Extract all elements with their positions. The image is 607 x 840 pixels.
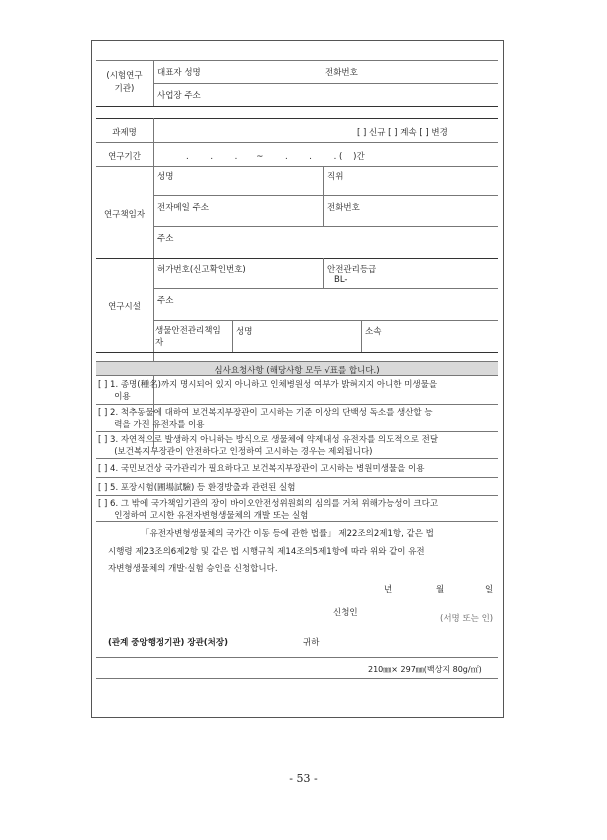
bio-manager-label: 생물안전관리책임 자 xyxy=(155,326,221,348)
facility-address-field[interactable]: 주소 xyxy=(157,296,174,306)
researcher-label: 연구책임자 xyxy=(103,210,146,220)
divider xyxy=(153,226,498,227)
project-type-options[interactable]: [ ] 신규 [ ] 계속 [ ] 변경 xyxy=(357,128,448,138)
divider xyxy=(153,195,498,196)
safety-grade-label: 안전관리등급 xyxy=(327,265,377,275)
signature-field[interactable]: (서명 또는 인) xyxy=(440,614,494,624)
recipient-suffix: 귀하 xyxy=(303,638,320,648)
researcher-phone-field[interactable]: 전화번호 xyxy=(327,203,360,213)
researcher-email-field[interactable]: 전자메일 주소 xyxy=(157,203,209,213)
divider xyxy=(96,657,498,658)
org-phone-field[interactable]: 전화번호 xyxy=(325,68,358,78)
period-label: 연구기간 xyxy=(108,152,141,162)
divider xyxy=(96,258,498,259)
divider xyxy=(96,118,498,119)
review-item-1[interactable]: [ ] 1. 종명(種名)까지 명시되어 있지 아니하고 인체병원성 여부가 밝혀지지 아니한 미생물을 이용 xyxy=(98,380,438,402)
statement-line-2: 시행령 제23조의6제2항 및 같은 법 시행규칙 제14조의5제1항에 따라 위와 같이 유전 xyxy=(108,547,425,557)
review-item-4[interactable]: [ ] 4. 국민보건상 국가관리가 필요하다고 보건복지부장관이 고시하는 병원미생물을 이용 xyxy=(98,464,425,474)
rep-name-field[interactable]: 대표자 성명 xyxy=(157,68,201,78)
divider xyxy=(96,477,498,478)
statement-line-3: 자변형생물체의 개발·실험 승인을 신청합니다. xyxy=(108,564,278,574)
project-label: 과제명 xyxy=(112,128,137,138)
safety-grade-field[interactable]: BL- xyxy=(334,275,348,285)
applicant-label: 신청인 xyxy=(333,608,358,618)
manager-name-field[interactable]: 성명 xyxy=(236,327,253,337)
divider xyxy=(96,361,498,362)
period-field[interactable]: . . . ~ . . . ( )간 xyxy=(186,152,365,162)
divider xyxy=(96,106,498,107)
statement-line-1: 「유전자변형생물체의 국가간 이동 등에 관한 법률」 제22조의2제1항, 같은 법 xyxy=(141,529,434,539)
facility-label: 연구시설 xyxy=(108,302,141,312)
divider xyxy=(96,521,498,522)
researcher-position-field[interactable]: 직위 xyxy=(327,172,344,182)
researcher-name-field[interactable]: 성명 xyxy=(157,172,174,182)
divider xyxy=(323,166,324,226)
divider xyxy=(96,678,498,679)
divider xyxy=(153,320,498,321)
date-month[interactable]: 월 xyxy=(436,585,445,595)
review-item-6[interactable]: [ ] 6. 그 밖에 국가책임기관의 장이 바이오안전성위원회의 심의를 거쳐 위해가능성이 크다고 인정하여 고시한 유전자변형생물체의 개발 또는 실험 xyxy=(98,499,439,521)
divider xyxy=(153,83,498,84)
recipient-title: (관계 중앙행정기관) 장관(처장) xyxy=(108,638,228,648)
divider xyxy=(96,352,498,353)
review-item-2[interactable]: [ ] 2. 척추동물에 대하여 보건복지부장관이 고시하는 기준 이상의 단백성 독소를 생산할 능 력을 가진 유전자를 이용 xyxy=(98,408,433,430)
review-item-3[interactable]: [ ] 3. 자연적으로 발생하지 아니하는 방식으로 생물체에 약제내성 유전자를 의도적으로 전달 (보건복지부장관이 안전하다고 인정하여 고시하는 경우는 제외됩니다) xyxy=(98,435,439,457)
divider xyxy=(96,431,498,432)
manager-affiliation-field[interactable]: 소속 xyxy=(365,327,382,337)
divider xyxy=(96,495,498,496)
org-address-field[interactable]: 사업장 주소 xyxy=(157,91,201,101)
divider xyxy=(153,288,498,289)
divider xyxy=(96,166,498,167)
divider xyxy=(96,142,498,143)
paper-spec: 210㎜× 297㎜(백상지 80g/㎡) xyxy=(368,665,482,674)
org-label: (시험연구 기관) xyxy=(106,71,143,94)
divider xyxy=(153,60,154,106)
permit-number-field[interactable]: 허가번호(신고확인번호) xyxy=(157,265,246,275)
divider xyxy=(361,320,362,352)
divider xyxy=(232,320,233,352)
divider xyxy=(96,60,498,61)
date-year[interactable]: 년 xyxy=(384,585,393,595)
date-day[interactable]: 일 xyxy=(485,585,494,595)
researcher-address-field[interactable]: 주소 xyxy=(157,234,174,244)
review-header: 심사요청사항 (해당사항 모두 √표를 합니다.) xyxy=(214,366,380,376)
review-item-5[interactable]: [ ] 5. 포장시험(圃場試驗) 등 환경방출과 관련된 실험 xyxy=(98,483,296,493)
divider xyxy=(96,404,498,405)
divider xyxy=(323,258,324,288)
divider xyxy=(96,458,498,459)
page-number: - 53 - xyxy=(289,772,318,785)
